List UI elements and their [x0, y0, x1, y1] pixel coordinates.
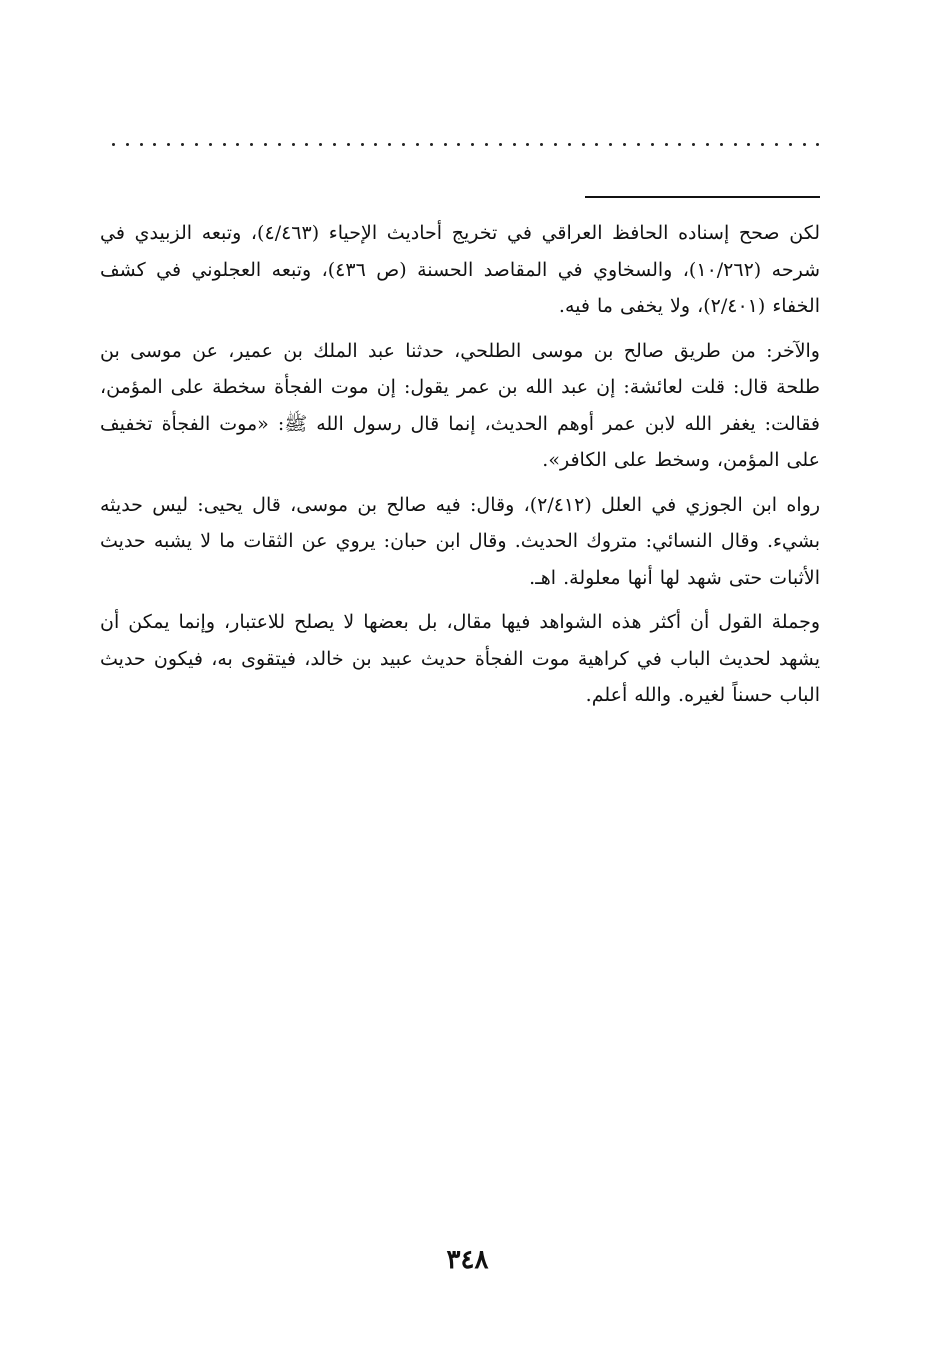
separator-dot — [637, 143, 640, 146]
separator-dot — [444, 143, 447, 146]
separator-dot — [181, 143, 184, 146]
separator-dot — [513, 143, 516, 146]
separator-dot — [678, 143, 681, 146]
footnote-paragraph-3: رواه ابن الجوزي في العلل (٢/٤١٢)، وقال: فيه صالح بن موسى، قال يحيى: ليس حديثه بشيء. وقال النسائي: متروك الحديث. وقال ابن حبان: يروي عن الثقات ما لا يشبه حديث الأثبات حتى شهد لها أنها معلولة. اهـ. — [100, 493, 820, 589]
separator-dot — [692, 143, 695, 146]
separator-dot — [734, 143, 737, 146]
separator-dot — [250, 143, 253, 146]
separator-dot — [582, 143, 585, 146]
separator-dot — [609, 143, 612, 146]
separator-dot — [540, 143, 543, 146]
separator-dot — [278, 143, 281, 146]
page-number: ٣٤٨ — [446, 1245, 489, 1275]
separator-dot — [374, 143, 377, 146]
separator-dot — [623, 143, 626, 146]
separator-dot — [526, 143, 529, 146]
separator-dot — [568, 143, 571, 146]
separator-dot — [319, 143, 322, 146]
separator-dot — [416, 143, 419, 146]
separator-dot — [430, 143, 433, 146]
separator-dot — [167, 143, 170, 146]
separator-dot — [471, 143, 474, 146]
separator-dot — [761, 143, 764, 146]
separator-dot — [153, 143, 156, 146]
separator-dot — [347, 143, 350, 146]
separator-dot — [112, 143, 115, 146]
separator-dot — [554, 143, 557, 146]
separator-dot — [223, 143, 226, 146]
separator-dot — [402, 143, 405, 146]
separator-dot — [333, 143, 336, 146]
dotted-separator — [112, 138, 820, 150]
separator-dot — [665, 143, 668, 146]
footnote-paragraph-1: لكن صحح إسناده الحافظ العراقي في تخريج أحاديث الإحياء (٤/٤٦٣)، وتبعه الزبيدي في شرحه (١٠/٢٦٢)، والسخاوي في المقاصد الحسنة (ص ٤٣٦)، وتبعه العجلوني في كشف الخفاء (٢/٤٠١)، ولا يخفى ما فيه. — [100, 222, 820, 317]
footnote-paragraph-4: وجملة القول أن أكثر هذه الشواهد فيها مقال، بل بعضها لا يصلح للاعتبار، وإنما يمكن أن يشهد لحديث الباب في كراهية موت الفجأة حديث عبيد بن خالد، فيتقوى به، فيكون حديث الباب حسناً لغيره. والله أعلم. — [100, 611, 820, 706]
separator-dot — [236, 143, 239, 146]
footnote-paragraph-2: والآخر: من طريق صالح بن موسى الطلحي، حدثنا عبد الملك بن عمير، عن موسى بن طلحة قال: قلت لعائشة: إن عبد الله بن عمر يقول: إن موت الفجأة سخطة على المؤمن، فقالت: يغفر الله لابن عمر أوهم الحديث، إنما قال رسول الله ﷺ: «موت الفجأة تخفيف على المؤمن، وسخط على الكافر». — [100, 339, 820, 471]
separator-dot — [789, 143, 792, 146]
separator-dot — [305, 143, 308, 146]
separator-dot — [747, 143, 750, 146]
separator-dot — [803, 143, 806, 146]
separator-dot — [499, 143, 502, 146]
separator-dot — [651, 143, 654, 146]
separator-dot — [595, 143, 598, 146]
separator-dot — [485, 143, 488, 146]
separator-dot — [195, 143, 198, 146]
separator-dot — [720, 143, 723, 146]
separator-dot — [292, 143, 295, 146]
separator-dot — [775, 143, 778, 146]
separator-dot — [816, 143, 819, 146]
separator-dot — [126, 143, 129, 146]
separator-dot — [361, 143, 364, 146]
separator-dot — [209, 143, 212, 146]
footnote-block — [100, 215, 820, 722]
separator-dot — [140, 143, 143, 146]
separator-dot — [388, 143, 391, 146]
separator-dot — [457, 143, 460, 146]
footnote-rule — [585, 196, 820, 198]
separator-dot — [264, 143, 267, 146]
separator-dot — [706, 143, 709, 146]
